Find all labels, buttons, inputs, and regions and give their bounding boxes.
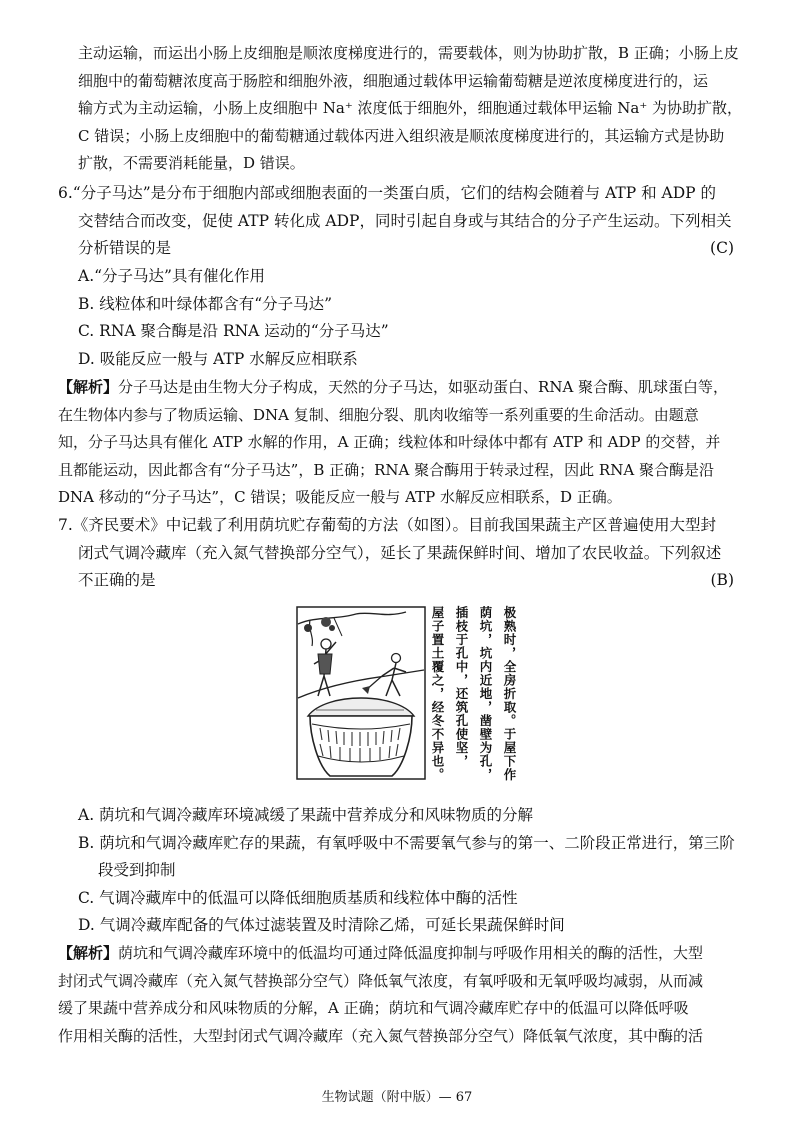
text-line <box>58 235 734 263</box>
text-line: 细胞中的葡萄糖浓度高于肠腔和细胞外液，细胞通过载体甲运输葡萄糖是逆浓度梯度进行的，运 <box>78 71 709 90</box>
text-line: 在生物体内参与了物质运输、DNA 复制、细胞分裂、肌肉收缩等一系列重要的生命活动。由题意 <box>58 405 699 424</box>
text-line <box>58 940 734 968</box>
text-line: 主动运输，而运出小肠上皮细胞是顺浓度梯度进行的，需要载体，则为协助扩散，B 正确；小肠上皮 <box>78 44 739 62</box>
question-7-options <box>78 802 734 940</box>
question-6-analysis <box>58 374 734 512</box>
option-d: D. 吸能反应一般与 ATP 水解反应相联系 <box>78 349 358 368</box>
option-d: D. 气调冷藏库配备的气体过滤装置及时清除乙烯，可延长果蔬保鲜时间 <box>78 916 565 935</box>
analysis-tag: 【解析】 <box>58 378 119 396</box>
option-c: C. RNA 聚合酶是沿 RNA 运动的“分子马达” <box>78 322 389 341</box>
caption-column: 屋子置土覆之，经冬不异也。 <box>430 606 445 782</box>
text-line: 6.“分子马达”是分布于细胞内部或细胞表面的一类蛋白质，它们的结构会随着与 ATP 和 ADP 的 <box>58 184 717 202</box>
question-6-stem <box>58 180 734 263</box>
text-line: 扩散，不需要消耗能量，D 错误。 <box>78 154 305 173</box>
analysis-tag: 【解析】 <box>58 944 119 962</box>
question-6-options <box>78 263 734 373</box>
option-a: A.“分子马达”具有催化作用 <box>78 267 265 285</box>
caption-column: 荫坑，坑内近地，凿壁为孔， <box>478 606 493 782</box>
stem-tail: 不正确的是 <box>78 571 156 590</box>
text-line: 7.《齐民要术》中记载了利用荫坑贮存葡萄的方法（如图）。目前我国果蔬主产区普遍使用大型封 <box>58 516 717 534</box>
text-line: 作用相关酶的活性，大型封闭式气调冷藏库（充入氮气替换部分空气）降低氧气浓度，其中酶的活 <box>58 1026 704 1045</box>
analysis-text: 分子马达是由生物大分子构成，天然的分子马达，如驱动蛋白、RNA 聚合酶、肌球蛋白等， <box>118 378 729 396</box>
continued-analysis <box>78 40 743 178</box>
text-line: 封闭式气调冷藏库（充入氮气替换部分空气）降低氧气浓度，有氧呼吸和无氧呼吸均减弱，从而减 <box>58 971 704 990</box>
text-line: DNA 移动的“分子马达”，C 错误；吸能反应一般与 ATP 水解反应相联系，D 正确。 <box>58 488 622 507</box>
question-7-analysis <box>58 940 734 1050</box>
question-7-stem <box>58 512 734 595</box>
page-footer: 生物试题（附中版）— 67 <box>321 1090 473 1105</box>
text-line: C 错误；小肠上皮细胞中的葡萄糖通过载体丙进入组织液是顺浓度梯度进行的，其运输方式是协助 <box>78 126 725 145</box>
option-c: C. 气调冷藏库中的低温可以降低细胞质基质和线粒体中酶的活性 <box>78 888 518 907</box>
text-line: 闭式气调冷藏库（充入氮气替换部分空气），延长了果蔬保鲜时间、增加了农民收益。下列叙述 <box>78 543 722 562</box>
option-b: B. 线粒体和叶绿体都含有“分子马达” <box>78 294 333 313</box>
caption-column: 极熟时，全房折取。于屋下作 <box>502 606 517 782</box>
answer-key: (B) <box>710 571 734 590</box>
analysis-text: 荫坑和气调冷藏库环境中的低温均可通过降低温度抑制与呼吸作用相关的酶的活性，大型 <box>118 944 704 962</box>
stem-tail: 分析错误的是 <box>78 239 172 258</box>
option-b-cont: 段受到抑制 <box>98 861 176 880</box>
text-line: 且都能运动，因此都含有“分子马达”，B 正确；RNA 聚合酶用于转录过程，因此 RNA 聚合酶是沿 <box>58 460 714 479</box>
caption-column: 插枝于孔中，还筑孔使坚， <box>454 606 469 768</box>
text-line: 输方式为主动运输，小肠上皮细胞中 Na⁺ 浓度低于细胞外，细胞通过载体甲运输 Na⁺ 为协助扩散， <box>78 99 743 118</box>
text-line <box>58 374 734 402</box>
text-line <box>58 567 734 595</box>
answer-key: (C) <box>710 239 734 258</box>
text-line: 缓了果蔬中营养成分和风味物质的分解，A 正确；荫坑和气调冷藏库贮存中的低温可以降低呼吸 <box>58 999 689 1018</box>
text-line: 知，分子马达具有催化 ATP 水解的作用，A 正确；线粒体和叶绿体中都有 ATP 和 ADP 的交替，并 <box>58 433 721 452</box>
figure-caption-vertical <box>430 606 630 786</box>
option-b: B. 荫坑和气调冷藏库贮存的果蔬，有氧呼吸中不需要氧气参与的第一、二阶段正常进行，第三阶 <box>78 833 735 852</box>
text-line: 交替结合而改变，促使 ATP 转化成 ADP，同时引起自身或与其结合的分子产生运动。下列相关 <box>78 211 732 230</box>
option-a: A. 荫坑和气调冷藏库环境减缓了果蔬中营养成分和风味物质的分解 <box>78 806 534 824</box>
